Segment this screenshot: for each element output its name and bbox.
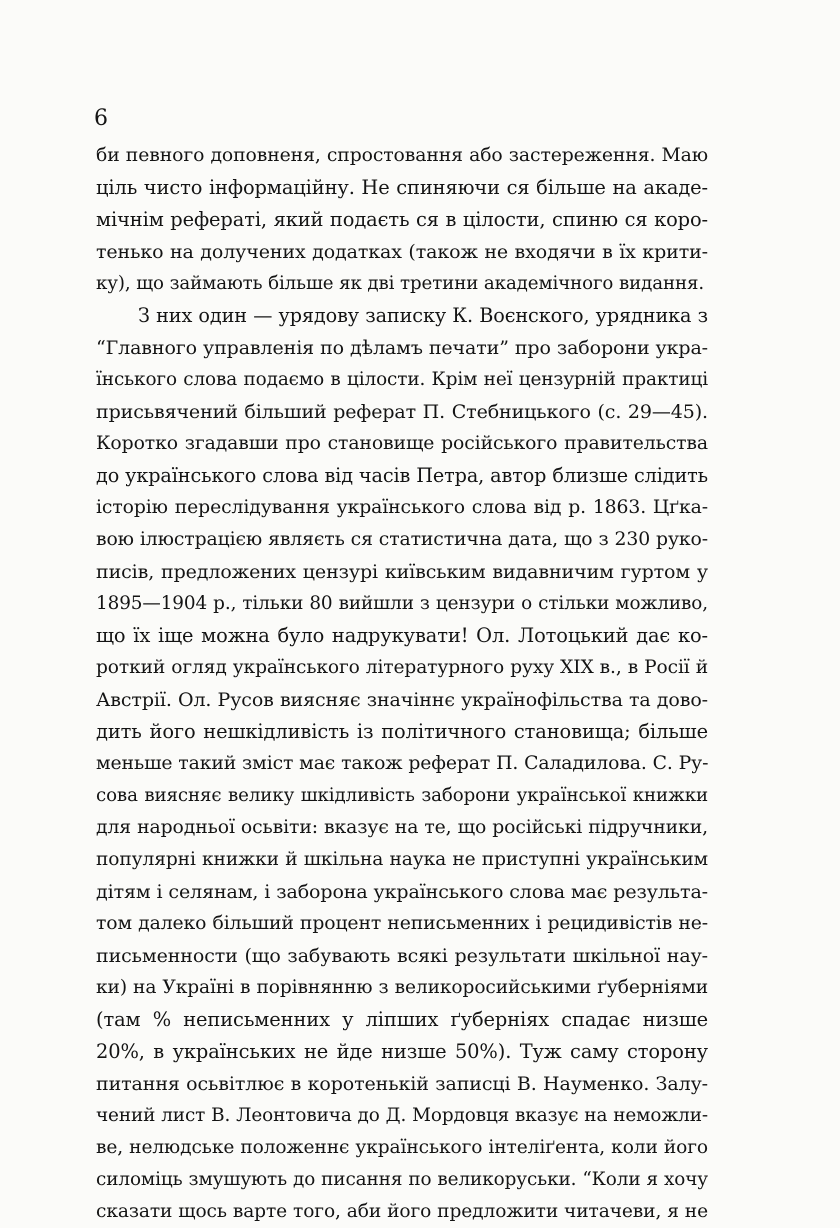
- paragraph-1: [96, 140, 708, 300]
- text-line: вою ілюстрацією являєть ся статистична дата, що з 230 руко-: [96, 529, 708, 550]
- text-line: Коротко згадавши про становище російського правительства: [96, 433, 708, 454]
- page-number: 6: [94, 106, 108, 131]
- text-line: чений лист В. Леонтовича до Д. Мордовця вказує на неможли-: [96, 1105, 708, 1126]
- text-line: популярні книжки й шкільна наука не приступні українським: [96, 849, 708, 870]
- text-line: що їх іще можна було надрукувати! Ол. Лотоцький дає ко-: [96, 624, 708, 647]
- text-line: ціль чисто інформаційну. Не спиняючи ся більше на акаде-: [96, 176, 708, 199]
- text-line: Австрії. Ол. Русов виясняє значіннє українофільства та дово-: [96, 689, 708, 711]
- text-line: до українського слова від часів Петра, автор близше слідить: [96, 464, 708, 487]
- text-line: том далеко більший процент неписьменних і рецидивістів не-: [96, 913, 708, 934]
- text-line: питання осьвітлює в коротенькій записці В. Науменко. Залу-: [96, 1073, 708, 1095]
- text-line: їнського слова подаємо в цілости. Крім неї цензурній практиці: [96, 369, 708, 390]
- text-line: 1895—1904 р., тільки 80 вийшли з цензури о стільки можливо,: [96, 593, 708, 614]
- text-line: присьвячений більший реферат П. Стебницького (с. 29—45).: [96, 401, 708, 423]
- text-line: ве, нелюдське положеннє українського інтеліґента, коли його: [96, 1137, 708, 1158]
- text-line: писів, предложених цензурі київським видавничим гуртом у: [96, 561, 708, 583]
- text-line: дітям і селянам, і заборона українського слова має результа-: [96, 881, 708, 903]
- text-line: роткий огляд українського літературного руху XIX в., в Росії й: [96, 657, 708, 678]
- text-line: (там % неписьменних у ліпших ґуберніях спадає низше: [96, 1008, 708, 1031]
- text-line: 20%, в українських не йде низше 50%). Туж саму сторону: [96, 1040, 708, 1063]
- text-line: ку), що займають більше як дві третини академічного видання.: [96, 273, 705, 294]
- text-line: сова виясняє велику шкідливість заборони української книжки: [96, 785, 708, 806]
- text-line: історію переслідування українського слова від р. 1863. Цґка-: [96, 497, 708, 518]
- text-line: З них один — урядову записку К. Воєнского, урядника з: [138, 304, 708, 327]
- paragraph-2: [96, 300, 708, 1228]
- text-line: ки) на Україні в порівнянню з великоросийськими ґуберніями: [96, 977, 708, 998]
- text-line: для народньої осьвіти: вказує на те, що російські підручники,: [96, 817, 708, 838]
- text-line: “Главного управленія по дѣламъ печати” про заборони укра-: [96, 337, 708, 359]
- text-line: мічнім рефераті, який подаєть ся в цілости, спиню ся коро-: [96, 208, 708, 231]
- text-line: би певного доповненя, спростовання або застереження. Маю: [96, 145, 708, 166]
- text-line: сказати щось варте того, аби його предложити читачеви, я не: [96, 1201, 708, 1222]
- text-line: письменности (що забувають всякі результати шкільної нау-: [96, 945, 708, 967]
- text-line: меньше такий зміст має також реферат П. Саладилова. С. Ру-: [96, 753, 709, 774]
- text-line: дить його нешкідливість із політичного становища; більше: [96, 720, 708, 743]
- text-line: тенько на долучених додатках (також не входячи в їх крити-: [96, 241, 708, 263]
- text-line: силоміць змушують до писання по великоруськи. “Коли я хочу: [96, 1169, 708, 1190]
- body-text: [96, 140, 708, 1228]
